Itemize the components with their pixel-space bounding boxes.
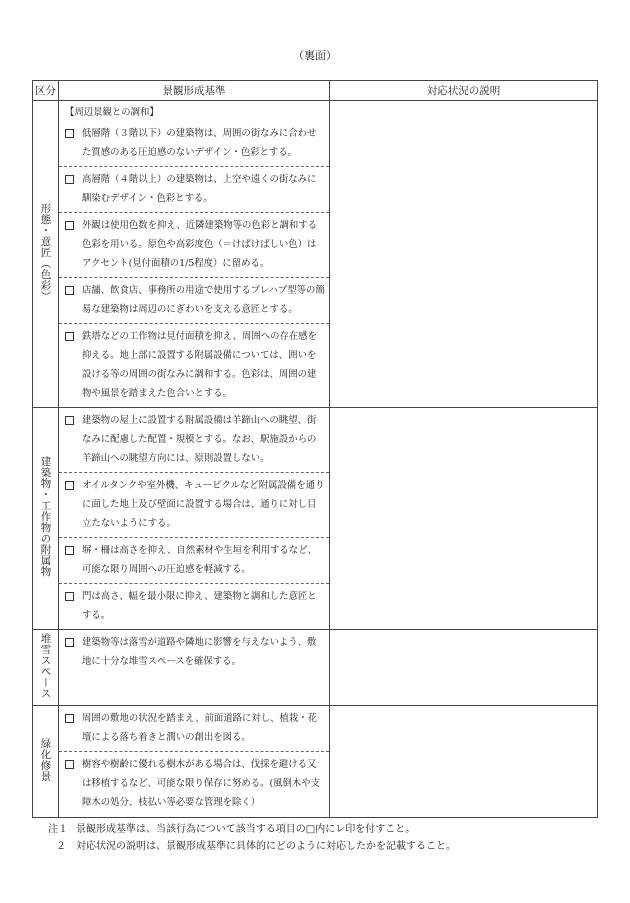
header-explanation: 対応状況の説明 <box>330 81 598 101</box>
checkbox[interactable] <box>65 638 74 647</box>
explanation-field[interactable] <box>330 630 598 706</box>
section-snow-space <box>33 630 598 706</box>
category-cell <box>33 408 59 630</box>
header-category: 区分 <box>33 81 59 101</box>
criteria-text: 高層階（４階以上）の建築物は、上空や遠くの街なみに馴染むデザイン・色彩とする。 <box>82 174 317 204</box>
criteria-item <box>59 751 329 816</box>
category-cell <box>33 630 59 706</box>
landscape-criteria-table <box>32 80 598 818</box>
checkbox[interactable] <box>65 416 74 425</box>
criteria-text: オイルタンクや室外機、キュービクルなど附属設備を通りに面した地上及び壁面に設置する場合は、通りに対し目立たないようにする。 <box>82 480 325 529</box>
standard-cell <box>59 408 330 630</box>
checkbox[interactable] <box>65 286 74 295</box>
standard-cell <box>59 101 330 408</box>
checkbox[interactable] <box>65 592 74 601</box>
criteria-text: 外観は使用色数を抑え、近隣建築物等の色彩と調和する色彩を用いる。原色や高彩度色（＝けばけばしい色）はアクセント(見付面積の1/5程度）に留める。 <box>82 220 317 269</box>
criteria-text: 鉄塔などの工作物は見付面積を抑え、周囲への存在感を抑える。地上部に設置する附属設備については、囲いを設ける等の周囲の街なみに調和する。色彩は、周囲の建物や風景を踏まえた色合いとする。 <box>82 331 317 399</box>
criteria-text: 低層階（３階以下）の建築物は、周囲の街なみに合わせた質感のある圧迫感のないデザイン・色彩とする。 <box>82 128 317 158</box>
note-item <box>48 821 608 838</box>
criteria-item <box>59 323 329 407</box>
criteria-text: 周囲の敷地の状況を踏まえ、前面道路に対し、植栽・花壇による落ち着きと潤いの創出を図る。 <box>82 713 317 743</box>
criteria-text: 店舗、飲食店、事務所の用途で使用するプレハブ型等の簡易な建築物は周辺のにぎわいを支える意匠とする。 <box>82 285 325 315</box>
criteria-text: 塀・柵は高さを抑え、自然素材や生垣を利用するなど、可能な限り周囲への圧迫感を軽減する。 <box>82 545 317 575</box>
checkbox[interactable] <box>65 332 74 341</box>
checkbox[interactable] <box>65 175 74 184</box>
header-standard: 景観形成基準 <box>59 81 330 101</box>
table-header-row <box>33 81 598 101</box>
standard-cell <box>59 630 330 706</box>
note-text: 対応状況の説明は、景観形成基準に具体的にどのように対応したかを記載すること。 <box>76 841 456 852</box>
checkbox[interactable] <box>65 481 74 490</box>
criteria-item <box>59 706 329 751</box>
checkbox[interactable] <box>65 546 74 555</box>
page-title: （裏面） <box>293 49 337 62</box>
note-item <box>48 838 608 855</box>
category-label: 建築物・工作物の附属物 <box>39 456 52 577</box>
criteria-item <box>59 212 329 277</box>
criteria-item <box>59 537 329 583</box>
explanation-field[interactable] <box>330 101 598 408</box>
note-label: 注１ <box>48 824 68 835</box>
category-label: 形態・意匠（色彩） <box>39 202 52 302</box>
criteria-item <box>59 121 329 166</box>
standard-cell <box>59 706 330 818</box>
criteria-text: 門は高さ、幅を最小限に抑え、建築物と調和した意匠とする。 <box>82 591 317 621</box>
criteria-item <box>59 630 329 675</box>
criteria-item <box>59 277 329 323</box>
criteria-item <box>59 583 329 629</box>
explanation-field[interactable] <box>330 408 598 630</box>
criteria-item <box>59 408 329 472</box>
section-greening <box>33 706 598 818</box>
subheading: 【周辺景観との調和】 <box>65 107 159 118</box>
criteria-text: 樹容や樹齢に優れる樹木がある場合は、伐採を避ける又は移植するなど、可能な限り保存に努める。(風倒木や支障木の処分、枝払い等必要な管理を除く） <box>82 759 321 808</box>
category-cell <box>33 706 59 818</box>
note-label: ２ <box>56 841 66 852</box>
checkbox[interactable] <box>65 221 74 230</box>
notes <box>48 821 608 855</box>
category-cell <box>33 101 59 408</box>
criteria-text: 建築物の屋上に設置する附属設備は羊蹄山への眺望、街なみに配慮した配置・規模とする。なお、駅施設からの羊蹄山への眺望方向には、原則設置しない。 <box>82 415 317 464</box>
section-form-design <box>33 101 598 408</box>
category-label: 堆雪スペース <box>39 632 52 699</box>
checkbox[interactable] <box>65 129 74 138</box>
explanation-field[interactable] <box>330 706 598 818</box>
criteria-text: 建築物等は落雪が道路や隣地に影響を与えないよう、敷地に十分な堆雪スペースを確保する。 <box>82 637 317 667</box>
criteria-item <box>59 166 329 212</box>
checkbox[interactable] <box>65 760 74 769</box>
category-label: 緑化修景 <box>39 737 52 782</box>
criteria-item <box>59 472 329 537</box>
checkbox[interactable] <box>65 714 74 723</box>
note-text: 景観形成基準は、当該行為について該当する項目の□内にレ印を付すこと。 <box>76 824 416 835</box>
section-attachments <box>33 408 598 630</box>
